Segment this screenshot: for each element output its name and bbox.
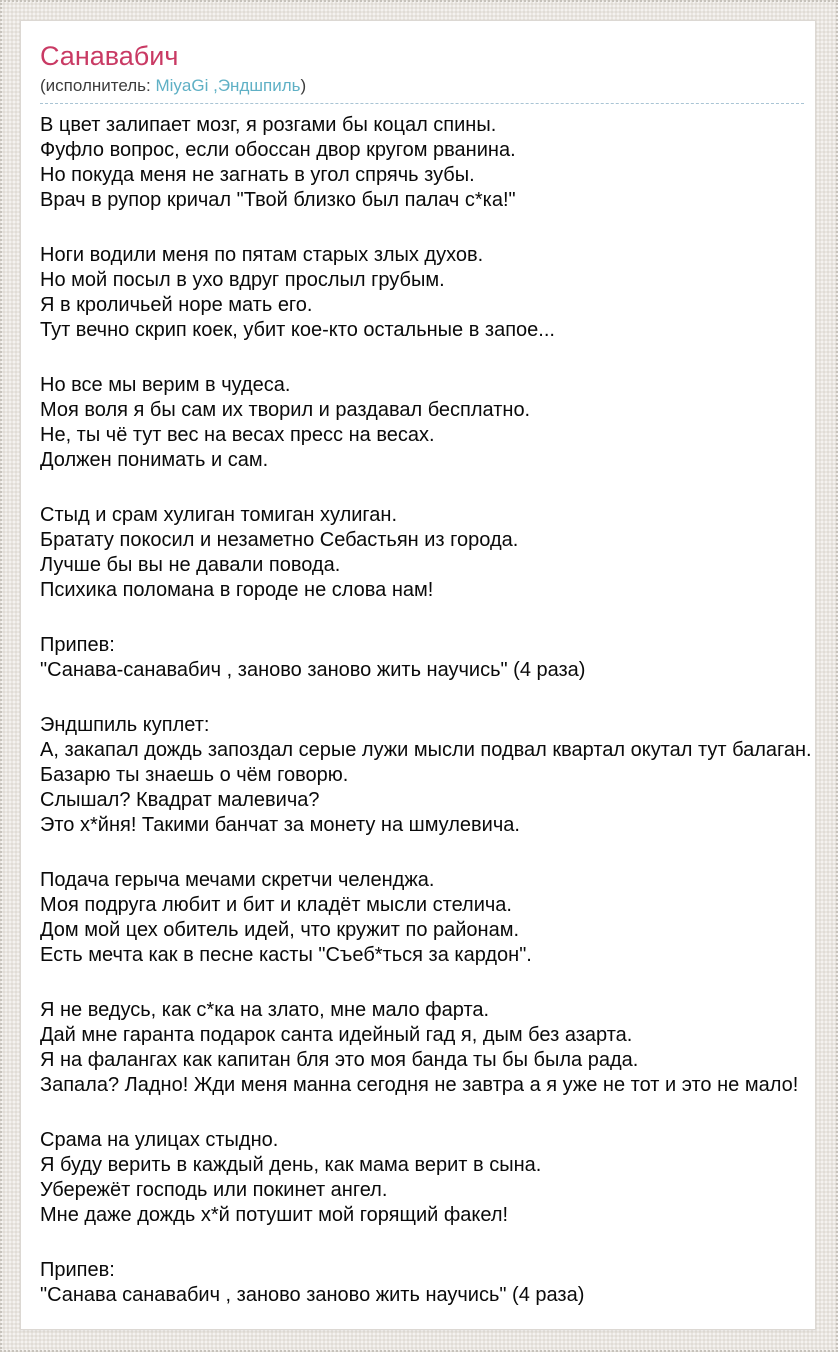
lyric-line: Лучше бы вы не давали повода. [40, 554, 341, 576]
performer-close-paren: ) [300, 76, 307, 95]
song-title: Санавабич [40, 41, 179, 71]
lyric-line: Эндшпиль куплет: [40, 714, 210, 736]
lyrics-block [40, 713, 812, 838]
lyric-line: Это х*йня! Такими банчат за монету на шмулевича. [40, 814, 520, 836]
lyric-line: В цвет залипает мозг, я розгами бы коцал спины. [40, 114, 497, 136]
performer-line [40, 75, 804, 96]
lyrics-block [40, 1128, 796, 1228]
lyric-line: Срама на улицах стыдно. [40, 1129, 279, 1151]
lyrics-block [40, 1258, 796, 1308]
lyric-line: А, закапал дождь запоздал серые лужи мысли подвал квартал окутал тут балаган. [40, 739, 812, 761]
lyrics-block [40, 243, 796, 343]
lyric-line: Убережёт господь или покинет ангел. [40, 1179, 388, 1201]
lyrics-block [40, 633, 796, 683]
lyric-line: Я не ведусь, как с*ка на злато, мне мало фарта. [40, 999, 490, 1021]
lyrics-card [20, 20, 816, 1330]
lyric-line: Слышал? Квадрат малевича? [40, 789, 320, 811]
lyric-line: Я буду верить в каждый день, как мама верит в сына. [40, 1154, 542, 1176]
lyric-line: Не, ты чё тут вес на весах пресс на весах. [40, 424, 435, 446]
lyrics-block [40, 998, 799, 1098]
lyric-line: Моя подруга любит и бит и кладёт мысли стелича. [40, 894, 512, 916]
lyric-line: Подача герыча мечами скретчи челенджа. [40, 869, 435, 891]
lyric-line: Мне даже дождь х*й потушит мой горящий факел! [40, 1204, 509, 1226]
lyrics-block [40, 113, 796, 213]
lyrics-text [40, 113, 812, 1308]
lyric-line: Но мой посыл в ухо вдруг прослыл грубым. [40, 269, 445, 291]
lyric-line: "Санава-санавабич , заново заново жить научись" (4 раза) [40, 659, 586, 681]
artist-link-endshpil[interactable]: ,Эндшпиль [213, 76, 301, 95]
lyric-line: Должен понимать и сам. [40, 449, 269, 471]
lyric-line: Фуфло вопрос, если обоссан двор кругом рванина. [40, 139, 516, 161]
lyric-line: Базарю ты знаешь о чём говорю. [40, 764, 349, 786]
performer-label: (исполнитель: [40, 76, 151, 95]
lyrics-block [40, 503, 796, 603]
artist-link-miyagi[interactable]: MiyaGi [155, 76, 209, 95]
song-header [40, 41, 804, 104]
lyric-line: Психика поломана в городе не слова нам! [40, 579, 434, 601]
lyric-line: Но все мы верим в чудеса. [40, 374, 291, 396]
lyric-line: Стыд и срам хулиган томиган хулиган. [40, 504, 398, 526]
lyric-line: Есть мечта как в песне касты "Съеб*ться за кардон". [40, 944, 532, 966]
lyric-line: Ноги водили меня по пятам старых злых духов. [40, 244, 484, 266]
lyric-line: Припев: [40, 634, 115, 656]
lyrics-block [40, 868, 796, 968]
lyric-line: Дай мне гаранта подарок санта идейный гад я, дым без азарта. [40, 1024, 633, 1046]
lyric-line: Дом мой цех обитель идей, что кружит по районам. [40, 919, 520, 941]
lyric-line: Врач в рупор кричал "Твой близко был палач с*ка!" [40, 189, 516, 211]
lyric-line: Запала? Ладно! Жди меня манна сегодня не завтра а я уже не тот и это не мало! [40, 1074, 799, 1096]
lyric-line: Я на фалангах как капитан бля это моя банда ты бы была рада. [40, 1049, 639, 1071]
lyric-line: Припев: [40, 1259, 115, 1281]
lyrics-block [40, 373, 796, 473]
lyric-line: Моя воля я бы сам их творил и раздавал бесплатно. [40, 399, 531, 421]
lyric-line: Тут вечно скрип коек, убит кое-кто остальные в запое... [40, 319, 555, 341]
lyric-line: Но покуда меня не загнать в угол спрячь зубы. [40, 164, 475, 186]
lyric-line: Братату покосил и незаметно Себастьян из города. [40, 529, 519, 551]
lyric-line: Я в кроличьей норе мать его. [40, 294, 313, 316]
lyric-line: "Санава санавабич , заново заново жить научись" (4 раза) [40, 1284, 585, 1306]
